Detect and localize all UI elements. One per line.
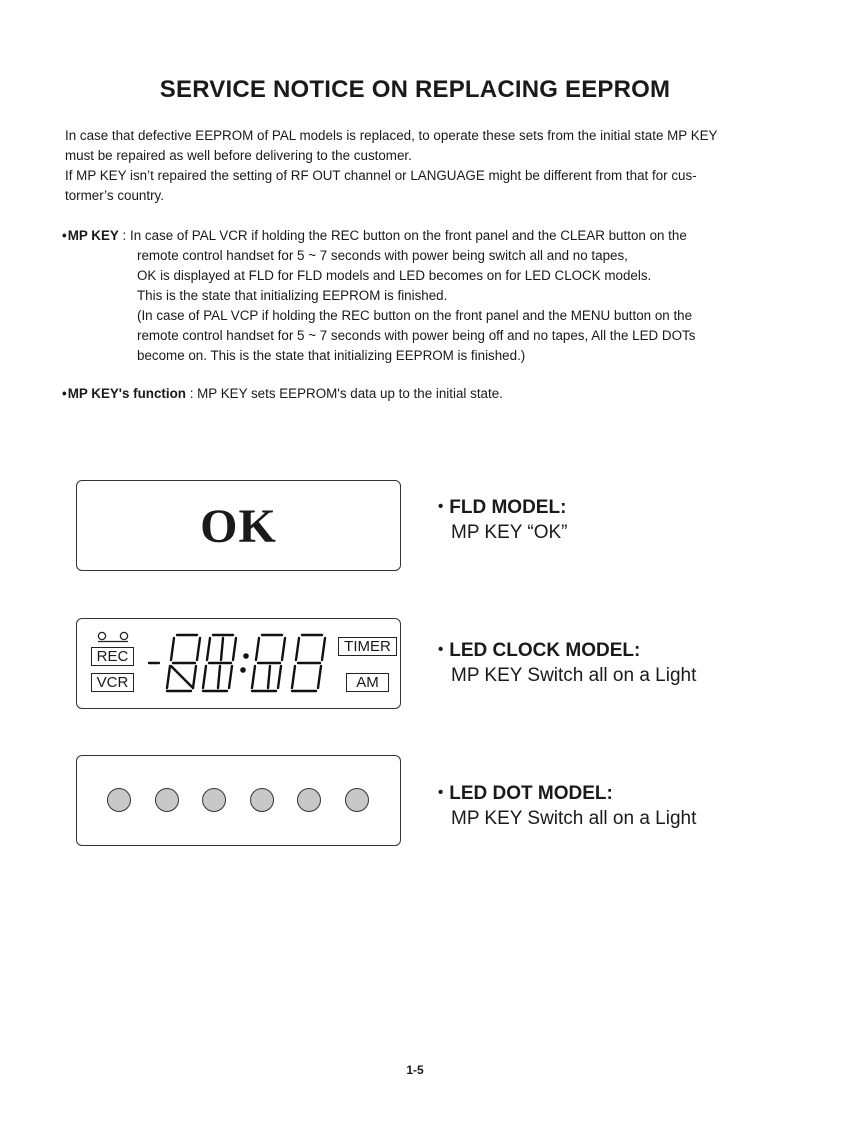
mp-key-section — [62, 226, 802, 366]
intro-paragraph — [65, 126, 785, 206]
intro-line: In case that defective EEPROM of PAL models is replaced, to operate these sets from the initial state MP KEY — [65, 128, 718, 143]
page-title: SERVICE NOTICE ON REPLACING EEPROM — [159, 76, 671, 103]
mp-key-line: OK is displayed at FLD for FLD models and LED becomes on for LED CLOCK models. — [137, 268, 652, 283]
mp-key-function — [62, 384, 503, 404]
led-dot-model-heading-text: LED DOT MODEL: — [449, 783, 613, 804]
am-indicator: AM — [346, 673, 389, 692]
intro-line: must be repaired as well before delivering to the customer. — [65, 148, 412, 163]
bullet-icon: • — [62, 386, 67, 401]
led-dot-model-label — [438, 782, 696, 831]
intro-line: If MP KEY isn’t repaired the setting of RF OUT channel or LANGUAGE might be different from that for cus- — [65, 168, 697, 183]
fld-display-panel — [76, 480, 401, 571]
bullet-icon: • — [438, 784, 444, 801]
mp-key-first-line — [62, 226, 802, 246]
bullet-icon: • — [438, 641, 444, 658]
mp-key-term: MP KEY — [67, 228, 119, 243]
cassette-icon — [95, 631, 131, 643]
mp-key-line: This is the state that initializing EEPROM is finished. — [137, 288, 448, 303]
led-clock-model-heading — [438, 639, 696, 664]
led-clock-display-panel — [76, 618, 401, 709]
led-dot — [345, 788, 369, 812]
fld-model-label — [438, 496, 568, 545]
bullet-icon: • — [62, 228, 67, 243]
mp-key-line: (In case of PAL VCP if holding the REC button on the front panel and the MENU button on the — [137, 308, 693, 323]
led-dot-display-panel — [76, 755, 401, 846]
led-dot — [297, 788, 321, 812]
rec-indicator: REC — [91, 647, 134, 666]
led-clock-model-heading-text: LED CLOCK MODEL: — [449, 640, 641, 661]
mp-key-line: become on. This is the state that initializing EEPROM is finished.) — [137, 348, 526, 363]
fld-ok-text: OK — [200, 500, 277, 553]
led-dot-model-desc: MP KEY Switch all on a Light — [451, 808, 697, 829]
bullet-icon: • — [438, 498, 444, 515]
page-number: 1-5 — [406, 1063, 424, 1077]
led-clock-model-desc: MP KEY Switch all on a Light — [451, 665, 697, 686]
mp-key-separator: : — [118, 228, 130, 243]
mp-key-line: remote control handset for 5 ~ 7 seconds with power being off and no tapes, All the LED DOTs — [137, 328, 696, 343]
led-dot — [202, 788, 226, 812]
led-dot — [250, 788, 274, 812]
mp-key-line: remote control handset for 5 ~ 7 seconds with power being switch all and no tapes, — [137, 248, 628, 263]
mp-key-line: In case of PAL VCR if holding the REC button on the front panel and the CLEAR button on the — [129, 228, 687, 243]
mp-key-function-separator: : — [185, 386, 198, 401]
led-dot — [155, 788, 179, 812]
intro-line: tormer’s country. — [65, 188, 164, 203]
mp-key-function-term: MP KEY's function — [67, 386, 186, 401]
seven-segment-digits — [143, 629, 343, 697]
timer-indicator: TIMER — [338, 637, 397, 656]
fld-model-heading — [438, 496, 568, 521]
vcr-indicator: VCR — [91, 673, 134, 692]
fld-model-desc: MP KEY “OK” — [451, 522, 568, 543]
led-dot — [107, 788, 131, 812]
fld-model-heading-text: FLD MODEL: — [449, 497, 567, 518]
led-dot-model-heading — [438, 782, 696, 807]
mp-key-function-text: MP KEY sets EEPROM's data up to the initial state. — [197, 386, 503, 401]
led-clock-model-label — [438, 639, 696, 688]
